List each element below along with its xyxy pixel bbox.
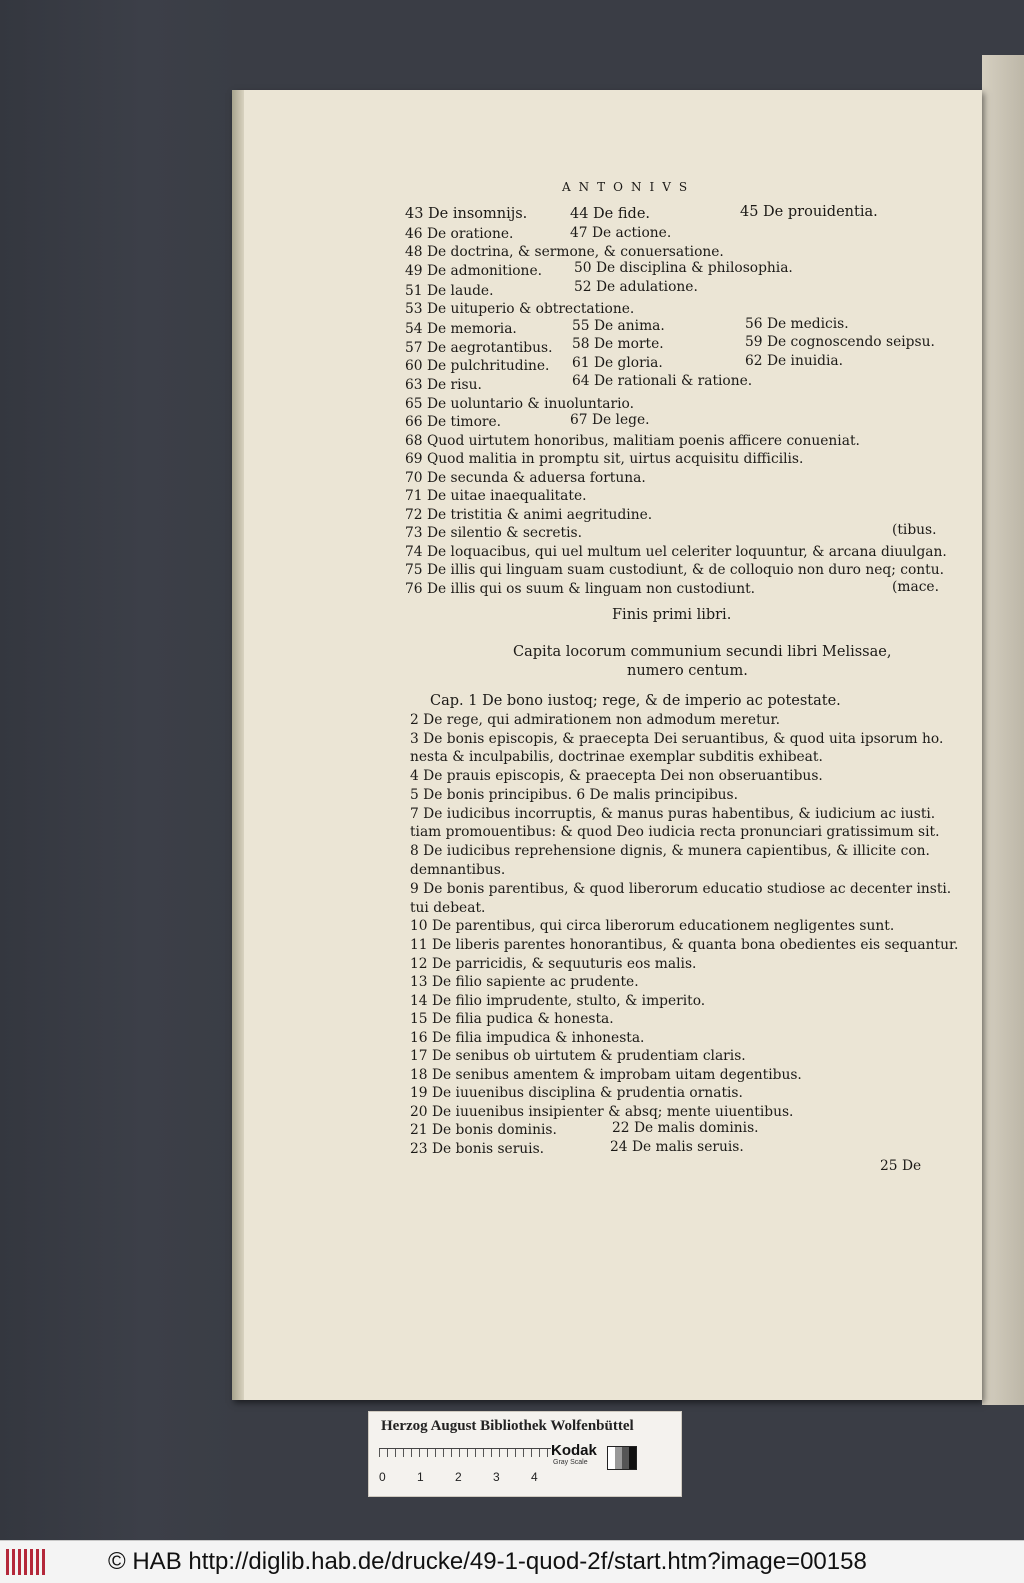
- index-entry: 52 De adulatione.: [574, 279, 698, 295]
- hab-logo-icon: [6, 1549, 48, 1575]
- section-heading: numero centum.: [627, 663, 748, 679]
- index-entry: 67 De lege.: [570, 412, 650, 428]
- index-entry: 68 Quod uirtutem honoribus, malitiam poenis afficere conueniat.: [405, 433, 860, 449]
- index-entry: 4 De prauis episcopis, & praecepta Dei non obseruantibus.: [410, 768, 823, 784]
- index-entry: 2 De rege, qui admirationem non admodum meretur.: [410, 712, 780, 728]
- index-entry: 56 De medicis.: [745, 316, 849, 332]
- index-entry: tiam promouentibus: & quod Deo iudicia recta pronunciari gratissimum sit.: [410, 824, 940, 840]
- scanner-background: [0, 0, 240, 1540]
- index-entry: 61 De gloria.: [572, 355, 663, 371]
- kodak-subtitle: Gray Scale: [553, 1459, 588, 1466]
- index-entry: 57 De aegrotantibus.: [405, 340, 553, 356]
- page-binding-edge: [232, 90, 244, 1400]
- index-entry: demnantibus.: [410, 862, 506, 878]
- index-entry: 73 De silentio & secretis.: [405, 525, 582, 541]
- index-entry: 47 De actione.: [570, 225, 672, 241]
- index-entry: 3 De bonis episcopis, & praecepta Dei seruantibus, & quod uita ipsorum ho.: [410, 731, 944, 747]
- index-entry: 54 De memoria.: [405, 321, 517, 337]
- gray-scale-swatch: [607, 1446, 637, 1470]
- index-entry: 14 De filio imprudente, stulto, & imperito.: [410, 993, 706, 1009]
- index-entry: 53 De uituperio & obtrectatione.: [405, 301, 635, 317]
- index-entry: 25 De: [880, 1158, 922, 1174]
- index-entry: 59 De cognoscendo seipsu.: [745, 334, 935, 350]
- adjacent-page-edge: [982, 55, 1024, 1405]
- index-entry: 71 De uitae inaequalitate.: [405, 488, 587, 504]
- ruler-number: 1: [417, 1470, 424, 1484]
- index-entry: 10 De parentibus, qui circa liberorum educationem negligentes sunt.: [410, 918, 895, 934]
- running-head: ANTONIVS: [562, 180, 696, 194]
- index-entry: 11 De liberis parentes honorantibus, & quanta bona obedientes eis sequantur.: [410, 937, 959, 953]
- section-heading: Finis primi libri.: [612, 607, 732, 623]
- index-entry: 19 De iuuenibus disciplina & prudentia ornatis.: [410, 1085, 743, 1101]
- index-entry: 23 De bonis seruis.: [410, 1141, 545, 1157]
- footer-copyright-link[interactable]: © HAB http://diglib.hab.de/drucke/49-1-quod-2f/start.htm?image=00158: [108, 1548, 867, 1575]
- index-entry: 60 De pulchritudine.: [405, 358, 550, 374]
- index-entry: 17 De senibus ob uirtutem & prudentiam claris.: [410, 1048, 746, 1064]
- index-entry: 9 De bonis parentibus, & quod liberorum educatio studiose ac decenter insti.: [410, 881, 952, 897]
- index-entry: 49 De admonitione.: [405, 263, 542, 279]
- index-entry: 66 De timore.: [405, 414, 502, 430]
- index-entry: 58 De morte.: [572, 336, 664, 352]
- index-entry: (mace.: [892, 579, 939, 595]
- index-entry: 7 De iudicibus incorruptis, & manus puras habentibus, & iudicium ac iusti.: [410, 806, 936, 822]
- index-entry: nesta & inculpabilis, doctrinae exemplar subditis exhibeat.: [410, 749, 823, 765]
- index-entry: 55 De anima.: [572, 318, 665, 334]
- index-entry: 62 De inuidia.: [745, 353, 844, 369]
- index-entry: (tibus.: [892, 522, 937, 538]
- index-entry: 72 De tristitia & animi aegritudine.: [405, 507, 653, 523]
- footer-bar: [0, 1540, 1024, 1583]
- index-entry: 12 De parricidis, & sequuturis eos malis.: [410, 956, 697, 972]
- index-entry: 46 De oratione.: [405, 226, 514, 242]
- index-entry: 13 De filio sapiente ac prudente.: [410, 974, 639, 990]
- index-entry: 24 De malis seruis.: [610, 1139, 744, 1155]
- index-entry: 20 De iuuenibus insipienter & absq; mente uiuentibus.: [410, 1104, 794, 1120]
- library-name: Herzog August Bibliothek Wolfenbüttel: [381, 1418, 634, 1434]
- index-entry: 70 De secunda & aduersa fortuna.: [405, 470, 646, 486]
- index-entry: 76 De illis qui os suum & linguam non custodiunt.: [405, 581, 756, 597]
- index-entry: 18 De senibus amentem & improbam uitam degentibus.: [410, 1067, 802, 1083]
- ruler-number: 4: [531, 1470, 538, 1484]
- ruler-number: 3: [493, 1470, 500, 1484]
- index-entry: 69 Quod malitia in promptu sit, uirtus acquisitu difficilis.: [405, 451, 804, 467]
- index-entry: 65 De uoluntario & inuoluntario.: [405, 396, 634, 412]
- kodak-logo: Kodak: [551, 1442, 597, 1459]
- index-entry: 8 De iudicibus reprehensione dignis, & munera capientibus, & illicite con.: [410, 843, 930, 859]
- index-entry: 15 De filia pudica & honesta.: [410, 1011, 614, 1027]
- index-entry: 51 De laude.: [405, 283, 494, 299]
- section-heading: Capita locorum communium secundi libri Melissae,: [513, 644, 892, 660]
- ruler-number: 0: [379, 1470, 386, 1484]
- index-entry: 74 De loquacibus, qui uel multum uel celeriter loquuntur, & arcana diuulgan.: [405, 544, 947, 560]
- index-entry: 5 De bonis principibus. 6 De malis principibus.: [410, 787, 739, 803]
- scale-ruler: [379, 1448, 551, 1469]
- index-entry: 50 De disciplina & philosophia.: [574, 260, 793, 276]
- index-entry: 16 De filia impudica & inhonesta.: [410, 1030, 645, 1046]
- index-entry: 64 De rationali & ratione.: [572, 373, 753, 389]
- index-entry: 75 De illis qui linguam suam custodiunt, & de colloquio non duro neq; contu.: [405, 562, 945, 578]
- index-entry: 45 De prouidentia.: [740, 204, 878, 220]
- ruler-number: 2: [455, 1470, 462, 1484]
- index-entry: 43 De insomnijs.: [405, 206, 528, 222]
- index-entry: 21 De bonis dominis.: [410, 1122, 557, 1138]
- index-entry: tui debeat.: [410, 900, 486, 916]
- library-label-card: [368, 1411, 682, 1497]
- index-entry: 44 De fide.: [570, 206, 651, 222]
- index-entry: 63 De risu.: [405, 377, 482, 393]
- index-entry: 22 De malis dominis.: [612, 1120, 759, 1136]
- index-entry: Cap. 1 De bono iustoq; rege, & de imperio ac potestate.: [430, 693, 841, 709]
- index-entry: 48 De doctrina, & sermone, & conuersatione.: [405, 244, 724, 260]
